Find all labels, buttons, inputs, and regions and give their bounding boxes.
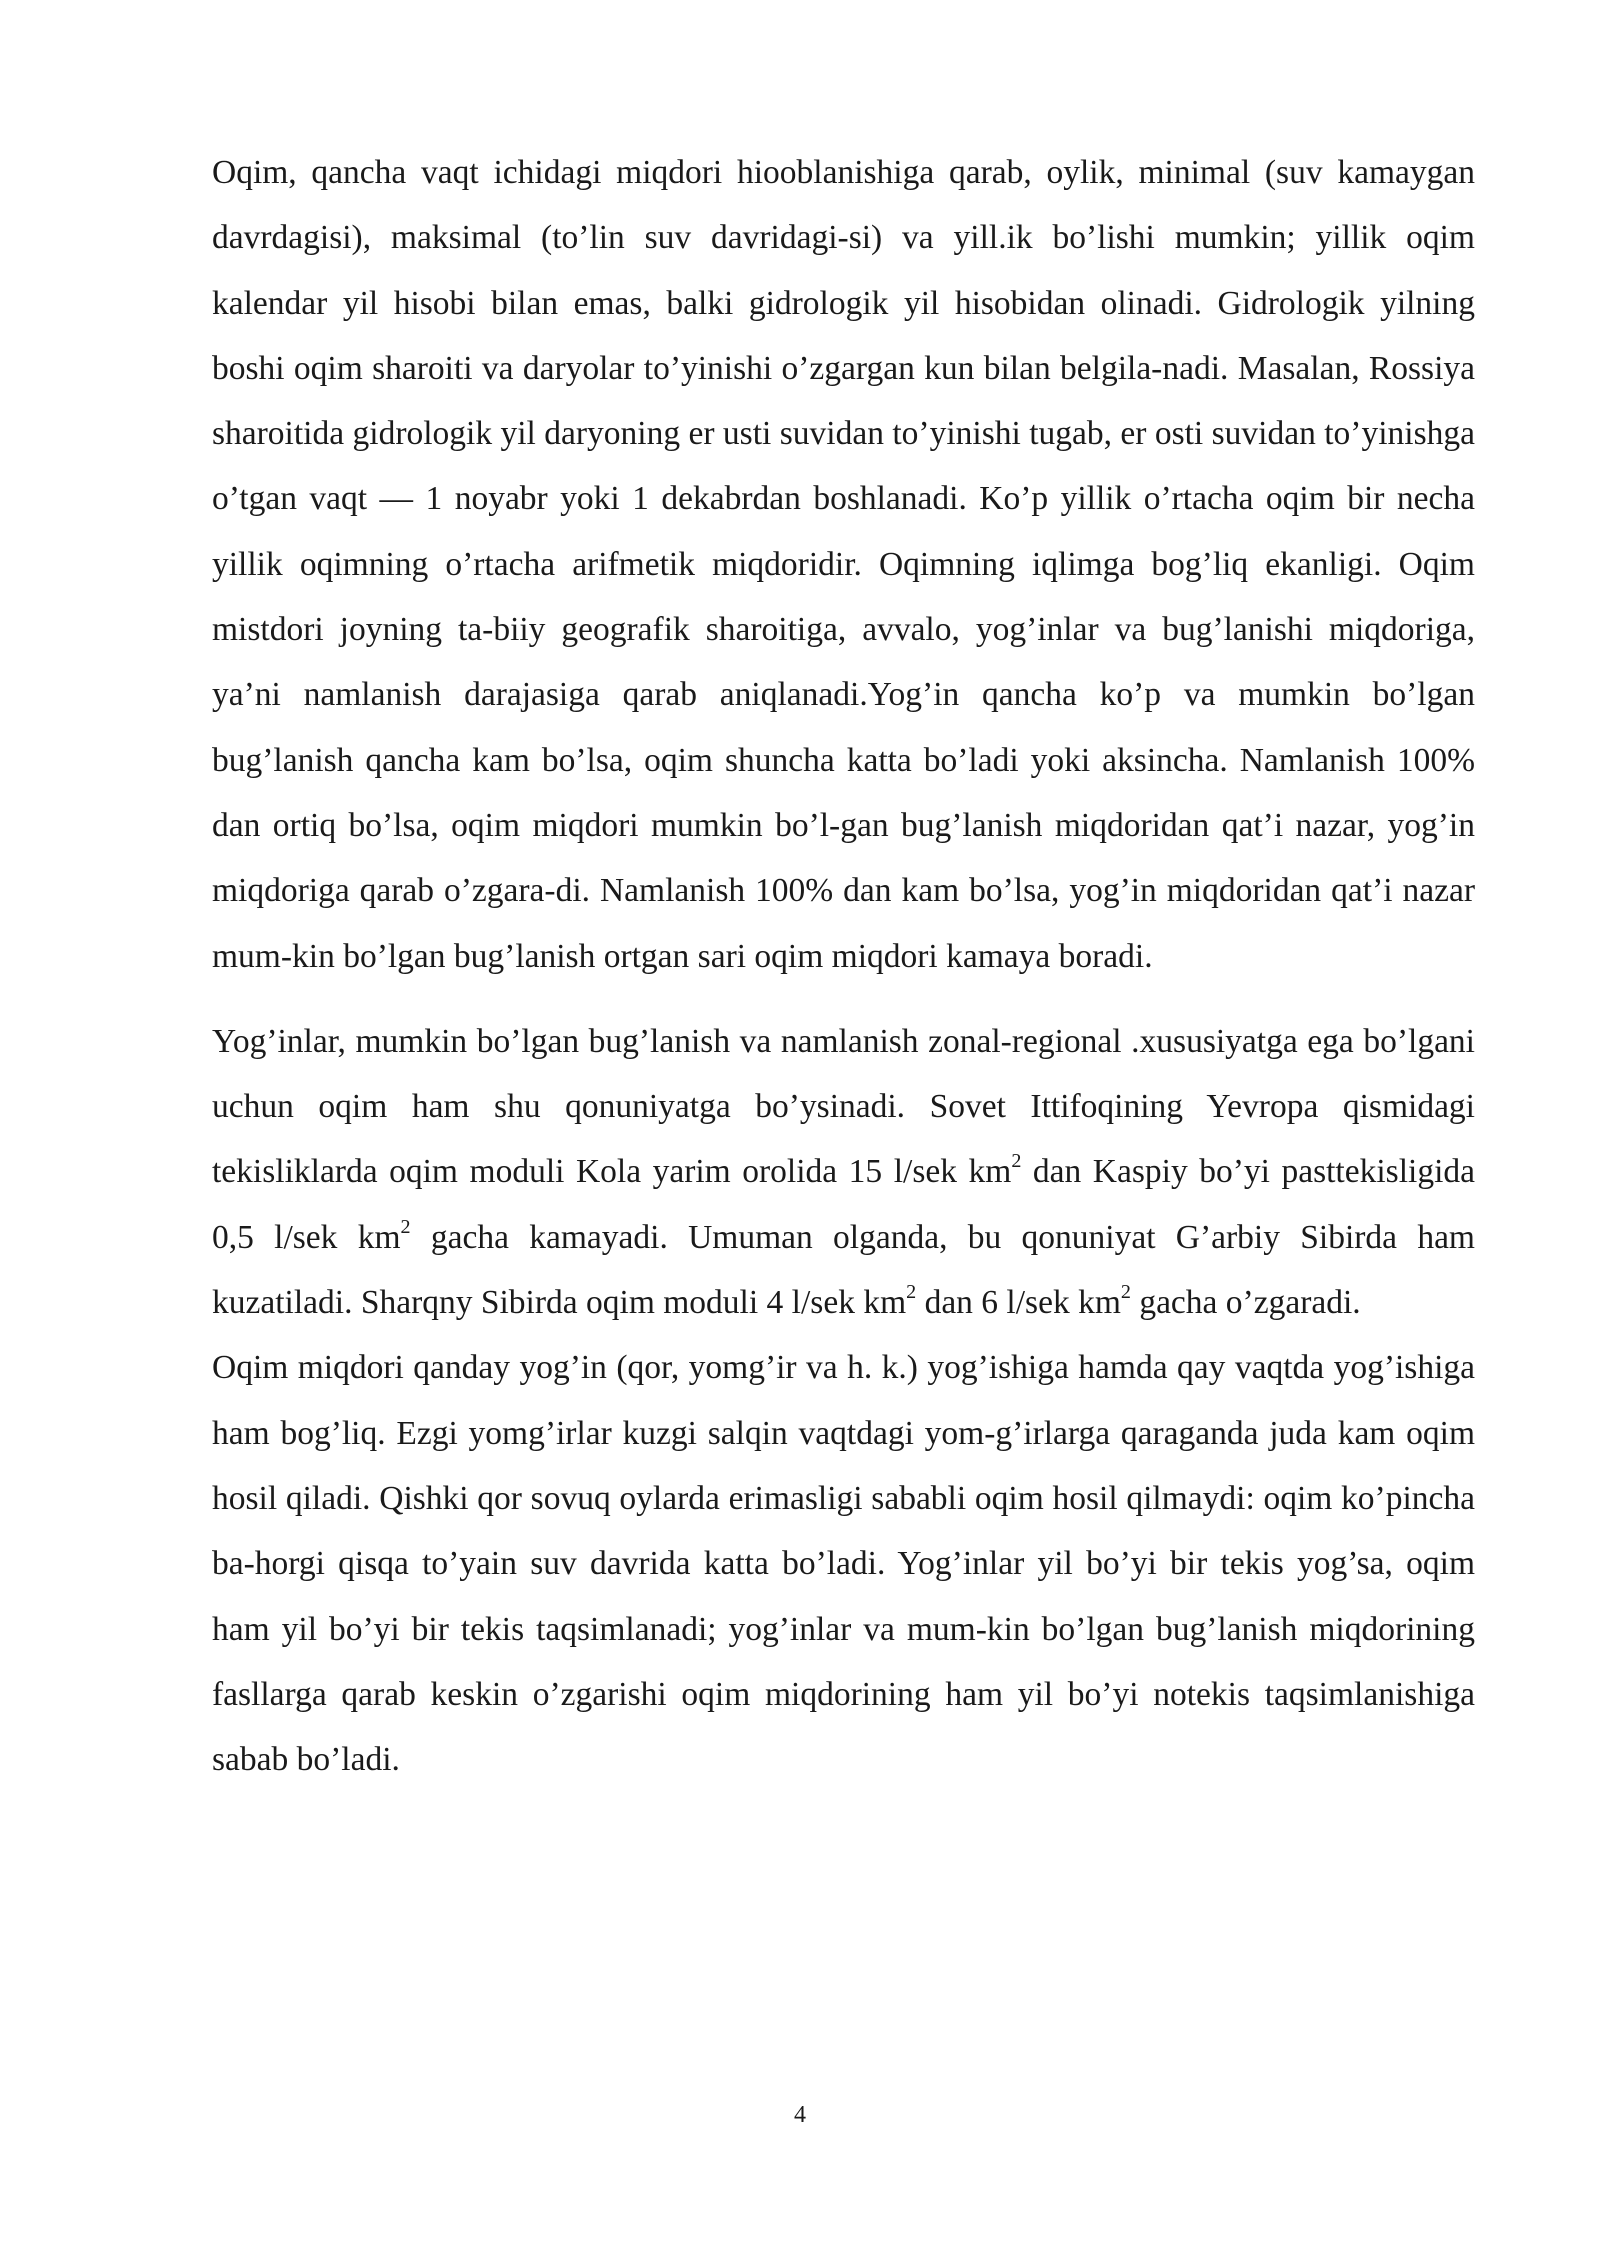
paragraph-2-text-e: gacha o’zgaradi. <box>1130 1284 1361 1322</box>
superscript-2: 2 <box>1120 1280 1131 1303</box>
page-number: 4 <box>794 2102 806 2128</box>
paragraph-2-text-c: gacha kamayadi. Umuman olganda, bu qonuniyat G’arbiy Sibirda ham kuzatiladi. Sharqny Sibirda oqim moduli 4 l/sek km <box>212 1218 1475 1322</box>
paragraph-3: Oqim miqdori qanday yog’in (qor, yomg’ir va h. k.) yog’ishiga hamda qay vaqtda yog’ishiga ham bog’liq. Ezgi yomg’irlar kuzgi salqin vaqtdagi yom-g’irlarga qaraganda juda kam oqim hosil qiladi. Qishki qor sovuq oylarda erimasligi sababli oqim hosil qilmaydi: oqim ko’pincha ba-horgi qisqa to’yain suv davrida katta bo’ladi. Yog’inlar yil bo’yi bir tekis yog’sa, oqim ham yil bo’yi bir tekis taqsimlanadi; yog’inlar va mum-kin bo’lgan bug’lanish miqdorining fasllarga qarab keskin o’zgarishi oqim miqdorining ham yil bo’yi notekis taqsimlanishiga sabab bo’ladi. <box>212 1349 1475 1779</box>
superscript-2: 2 <box>400 1215 411 1238</box>
superscript-2: 2 <box>1011 1150 1022 1173</box>
paragraph-2-text-d: dan 6 l/sek km <box>916 1284 1121 1322</box>
paragraph-2-text-a: Yog’inlar, mumkin bo’lgan bug’lanish va namlanish zonal-regional .xususiyatga ega bo’lgani uchun oqim ham shu qonuniyatga bo’ysinadi. Sovet Ittifoqining Yevropa qismidagi tekisliklarda oqim moduli Kola yarim orolida 15 l/sek km <box>212 1022 1475 1191</box>
paragraph-2 <box>212 1009 1475 1335</box>
paragraph-2-text-b: dan Kaspiy bo’yi pasttekisligida 0,5 l/sek km <box>212 1153 1475 1256</box>
paragraph-1: Oqim, qancha vaqt ichidagi miqdori hiooblanishiga qarab, oylik, minimal (suv kamaygan davrdagisi), maksimal (to’lin suv davridagi-si) va yill.ik bo’lishi mumkin; yillik oqim kalendar yil hisobi bilan emas, balki gidrologik yil hisobidan olinadi. Gidrologik yilning boshi oqim sharoiti va daryolar to’yinishi o’zgargan kun bilan belgila-nadi. Masalan, Rossiya sharoitida gidrologik yil daryoning er usti suvidan to’yinishi tugab, er osti suvidan to’yinishga o’tgan vaqt — 1 noyabr yoki 1 dekabrdan boshlanadi. Ko’p yillik o’rtacha oqim bir necha yillik oqimning o’rtacha arifmetik miqdoridir. Oqimning iqlimga bog’liq ekanligi. Oqim mistdori joyning ta-biiy geografik sharoitiga, avvalo, yog’inlar va bug’lanishi miqdoriga, ya’ni namlanish darajasiga qarab aniqlanadi.Yog’in qancha ko’p va mumkin bo’lgan bug’lanish qancha kam bo’lsa, oqim shuncha katta bo’ladi yoki aksincha. Namlanish 100% dan ortiq bo’lsa, oqim miqdori mumkin bo’l-gan bug’lanish miqdoridan qat’i nazar, yog’in miqdoriga qarab o’zgara-di. Namlanish 100% dan kam bo’lsa, yog’in miqdoridan qat’i nazar mum-kin bo’lgan bug’lanish ortgan sari oqim miqdori kamaya boradi. <box>212 154 1475 975</box>
superscript-2: 2 <box>906 1280 917 1303</box>
document-body <box>212 140 1475 1792</box>
